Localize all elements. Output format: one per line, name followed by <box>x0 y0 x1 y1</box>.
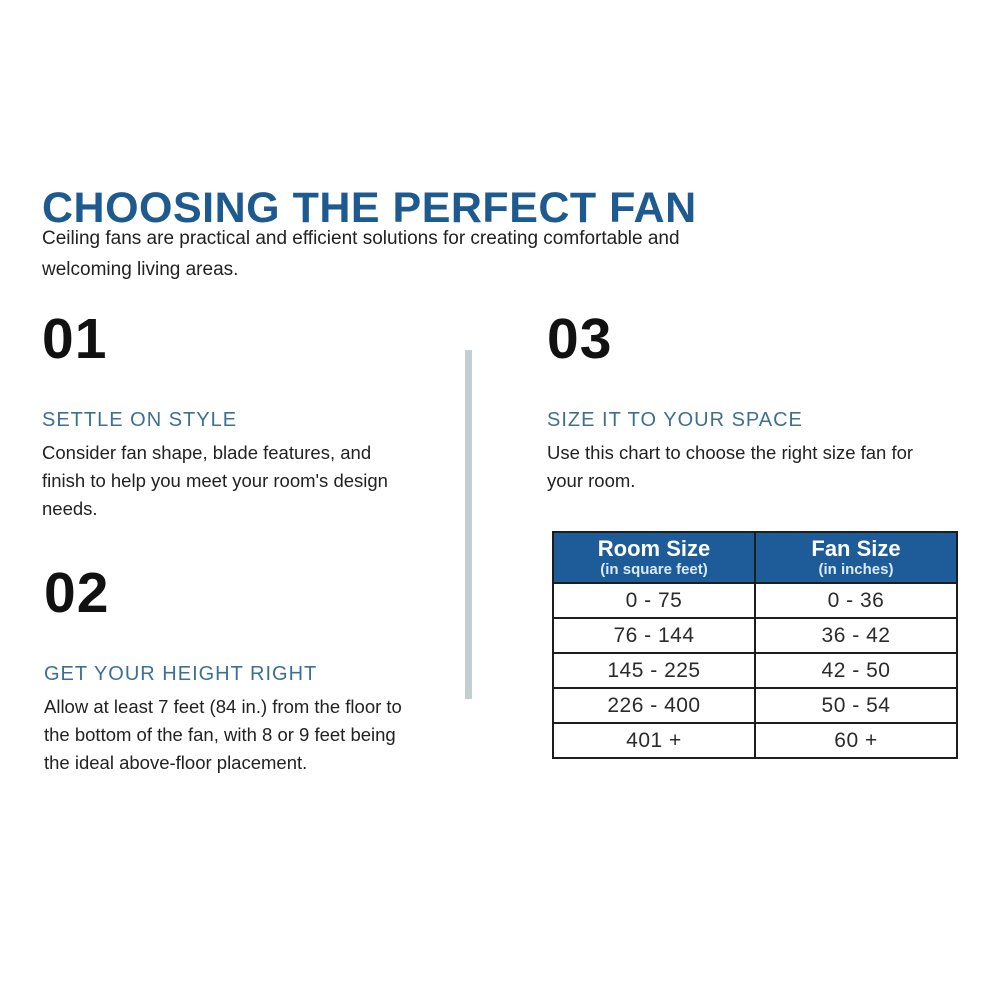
table-row <box>553 653 957 688</box>
table-header-row <box>553 532 957 583</box>
page-subtitle: Ceiling fans are practical and efficient solutions for creating comfortable and welcoming living areas. <box>42 228 680 280</box>
page-title: CHOOSING THE PERFECT FAN <box>42 183 697 232</box>
column-title: Fan Size <box>811 536 901 561</box>
step-get-height-right <box>44 561 424 777</box>
table-row <box>553 583 957 618</box>
table-row <box>553 723 957 758</box>
column-header-room-size <box>553 532 755 583</box>
step-body: Consider fan shape, blade features, and finish to help you meet your room's design needs. <box>42 442 388 519</box>
table-row <box>553 618 957 653</box>
step-size-to-space <box>547 307 932 495</box>
room-size-cell: 401 + <box>553 723 755 758</box>
step-body: Use this chart to choose the right size fan for your room. <box>547 442 914 491</box>
room-size-cell: 76 - 144 <box>553 618 755 653</box>
step-body: Allow at least 7 feet (84 in.) from the floor to the bottom of the fan, with 8 or 9 feet being the ideal above-floor placement. <box>44 696 402 773</box>
column-header-fan-size <box>755 532 957 583</box>
room-size-cell: 226 - 400 <box>553 688 755 723</box>
step-heading: SETTLE ON STYLE <box>42 409 238 431</box>
fan-size-cell: 36 - 42 <box>755 618 957 653</box>
step-number: 02 <box>44 561 110 625</box>
room-size-cell: 145 - 225 <box>553 653 755 688</box>
step-heading: GET YOUR HEIGHT RIGHT <box>44 663 318 685</box>
step-settle-on-style <box>42 307 414 523</box>
column-subtitle: (in square feet) <box>600 561 708 578</box>
room-fan-size-table <box>552 531 958 759</box>
column-title: Room Size <box>597 536 711 561</box>
room-size-cell: 0 - 75 <box>553 583 755 618</box>
vertical-divider <box>465 350 472 699</box>
fan-size-cell: 50 - 54 <box>755 688 957 723</box>
fan-size-cell: 42 - 50 <box>755 653 957 688</box>
column-subtitle: (in inches) <box>818 561 894 578</box>
fan-size-cell: 60 + <box>755 723 957 758</box>
step-number: 03 <box>547 307 613 371</box>
step-heading: SIZE IT TO YOUR SPACE <box>547 409 803 431</box>
table-row <box>553 688 957 723</box>
step-number: 01 <box>42 307 108 371</box>
fan-size-cell: 0 - 36 <box>755 583 957 618</box>
